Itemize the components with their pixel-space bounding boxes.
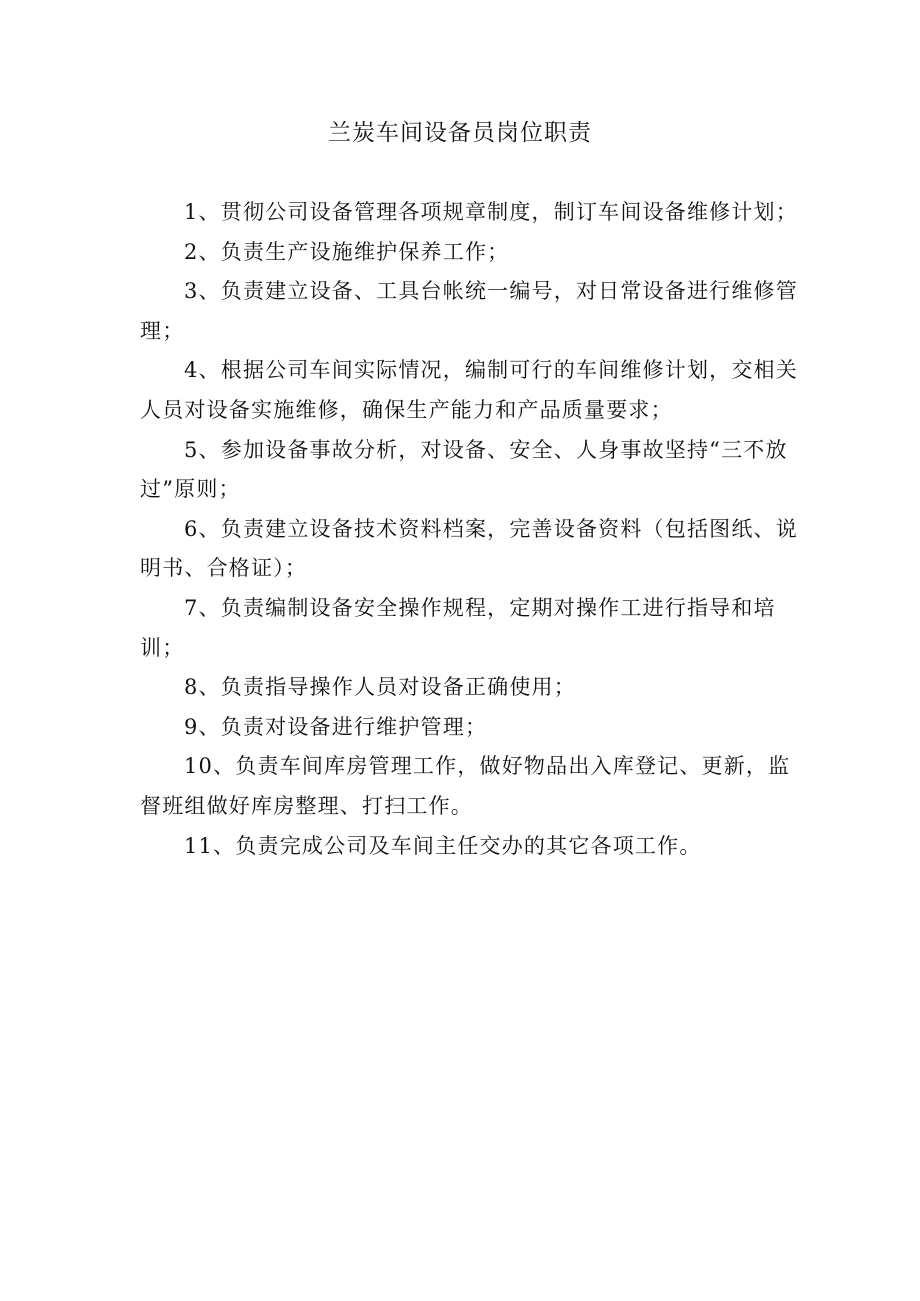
duty-item-10: 10、负责车间库房管理工作，做好物品出入库登记、更新，监督班组做好库房整理、打扫工作。 — [140, 754, 791, 818]
duty-item-4: 4、根据公司车间实际情况，编制可行的车间维修计划，交相关人员对设备实施维修，确保生产能力和产品质量要求； — [140, 358, 798, 422]
duty-item-7: 7、负责编制设备安全操作规程，定期对操作工进行指导和培训； — [140, 595, 776, 660]
duty-item-3: 3、负责建立设备、工具台帐统一编号，对日常设备进行维修管理； — [140, 279, 798, 343]
duty-item-5: 5、参加设备事故分析，对设备、安全、人身事故坚持“三不放过”原则； — [140, 437, 788, 502]
document-title: 兰炭车间设备员岗位职责 — [328, 120, 592, 146]
duty-item-8: 8、负责指导操作人员对设备正确使用； — [184, 675, 576, 700]
duty-list — [140, 193, 800, 866]
duty-item-2: 2、负责生产设施维护保养工作； — [184, 239, 510, 264]
duty-item-1: 1、贯彻公司设备管理各项规章制度，制订车间设备维修计划； — [184, 200, 798, 224]
duty-item-11: 11、负责完成公司及车间主任交办的其它各项工作。 — [184, 833, 702, 858]
duty-item-6: 6、负责建立设备技术资料档案，完善设备资料（包括图纸、说明书、合格证）； — [140, 516, 798, 581]
duty-item-9: 9、负责对设备进行维护管理； — [184, 714, 488, 739]
